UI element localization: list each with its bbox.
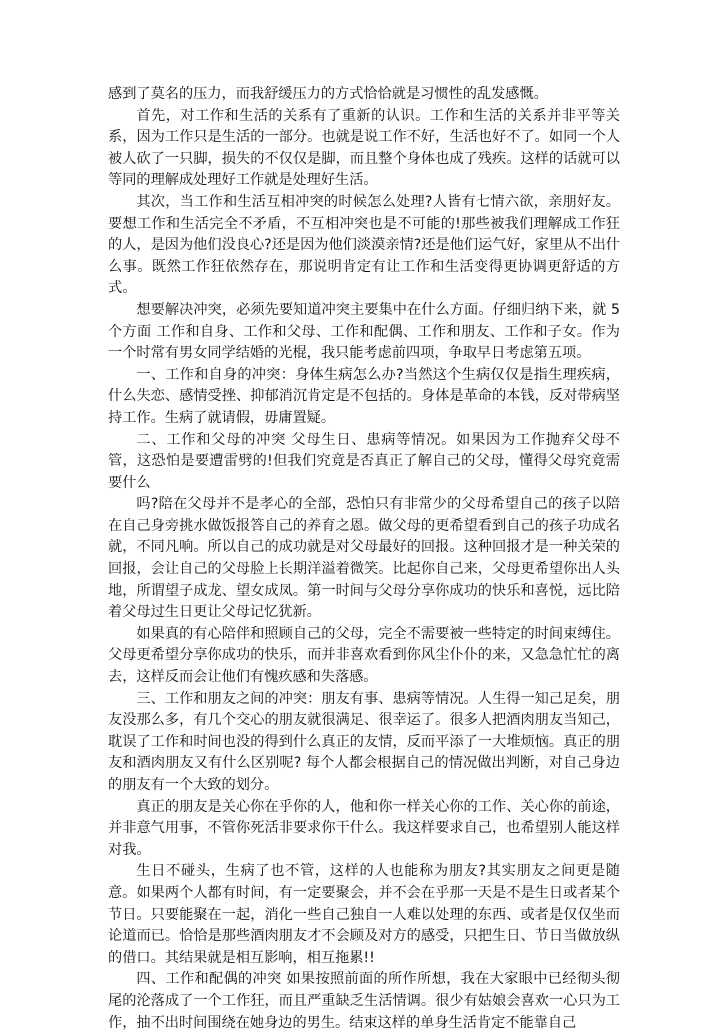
paragraph-11: 四、工作和配偶的冲突 如果按照前面的所作所想，我在大家眼中已经彻头彻尾的沦落成了一个工作狂，而且严重缺乏生活情调。很少有姑娘会喜欢一心只为工作，抽不出时间围绕在她身边的男生。结束这样的单身生活肯定不能靠自己: [108, 971, 620, 1031]
paragraph-9: 真正的朋友是关心你在乎你的人，他和你一样关心你的工作、关心你的前途，并非意气用事，不管你死活非要求你干什么。我这样要求自己，也希望别人能这样对我。: [108, 798, 620, 858]
paragraph-8: 三、工作和朋友之间的冲突：朋友有事、患病等情况。人生得一知己足矣，朋友没那么多，有几个交心的朋友就很满足、很幸运了。很多人把酒肉朋友当知己，耽误了工作和时间也没的得到什么真正的友情，反而平添了一大堆烦恼。真正的朋友和酒肉朋友又有什么区别呢? 每个人都会根据自己的情况做出判断，对自己身边的朋友有一个大致的划分。: [108, 690, 620, 793]
paragraph-5: 二、工作和父母的冲突 父母生日、患病等情况。如果因为工作抛弃父母不管，这恐怕是要遭雷劈的!但我们究竟是否真正了解自己的父母，懂得父母究竟需要什么: [108, 431, 620, 491]
paragraph-10: 生日不碰头，生病了也不管，这样的人也能称为朋友?其实朋友之间更是随意。如果两个人都有时间，有一定要聚会，并不会在乎那一天是不是生日或者某个节日。只要能聚在一起，消化一些自己独自一人难以处理的东西、或者是仅仅坐而论道而已。恰恰是那些酒肉朋友才不会顾及对方的感受，只把生日、节日当做放纵的借口。其结果就是相互影响，相互拖累!!: [108, 863, 620, 966]
paragraph-1: 首先，对工作和生活的关系有了重新的认识。工作和生活的关系并非平等关系，因为工作只是生活的一部分。也就是说工作不好，生活也好不了。如同一个人被人砍了一只脚，损失的不仅仅是脚，而且整个身体也成了残疾。这样的话就可以等同的理解成处理好工作就是处理好生活。: [108, 107, 620, 189]
paragraph-4: 一、工作和自身的冲突：身体生病怎么办?当然这个生病仅仅是指生理疾病，什么失恋、感情受挫、抑郁消沉肯定是不包括的。身体是革命的本钱，反对带病坚持工作。生病了就请假，毋庸置疑。: [108, 366, 620, 426]
paragraph-2: 其次，当工作和生活互相冲突的时候怎么处理?人皆有七情六欲，亲朋好友。要想工作和生活完全不矛盾，不互相冲突也是不可能的!那些被我们理解成工作狂的人，是因为他们没良心?还是因为他们淡漠亲情?还是他们运气好，家里从不出什么事。既然工作狂依然存在，那说明肯定有让工作和生活变得更协调更舒适的方式。: [108, 193, 620, 297]
paragraph-6: 吗?陪在父母并不是孝心的全部，恐怕只有非常少的父母希望自己的孩子以陪在自己身旁挑水做饭报答自己的养育之恩。做父母的更希望看到自己的孩子功成名就，不同凡响。所以自己的成功就是对父母最好的回报。这种回报才是一种关荣的回报，会让自己的父母脸上长期洋溢着微笑。比起你自己来，父母更希望你出人头地，所谓望子成龙、望女成凤。第一时间与父母分享你成功的快乐和喜悦，远比陪着父母过生日更让父母记忆犹新。: [108, 496, 620, 621]
paragraph-7: 如果真的有心陪伴和照顾自己的父母，完全不需要被一些特定的时间束缚住。父母更希望分享你成功的快乐，而并非喜欢看到你风尘仆仆的来，又急急忙忙的离去，这样反而会让他们有愧疚感和失落感。: [108, 625, 620, 686]
paragraph-0: 感到了莫名的压力，而我舒缓压力的方式恰恰就是习惯性的乱发感慨。: [108, 86, 548, 102]
document-page: [108, 84, 620, 1034]
paragraph-3: 想要解决冲突，必须先要知道冲突主要集中在什么方面。仔细归纳下来，就 5 个方面 工作和自身、工作和父母、工作和配偶、工作和朋友、工作和子女。作为一个时常有男女同学结婚的光棍，我只能考虑前四项，争取早日考虑第五项。: [108, 301, 620, 362]
